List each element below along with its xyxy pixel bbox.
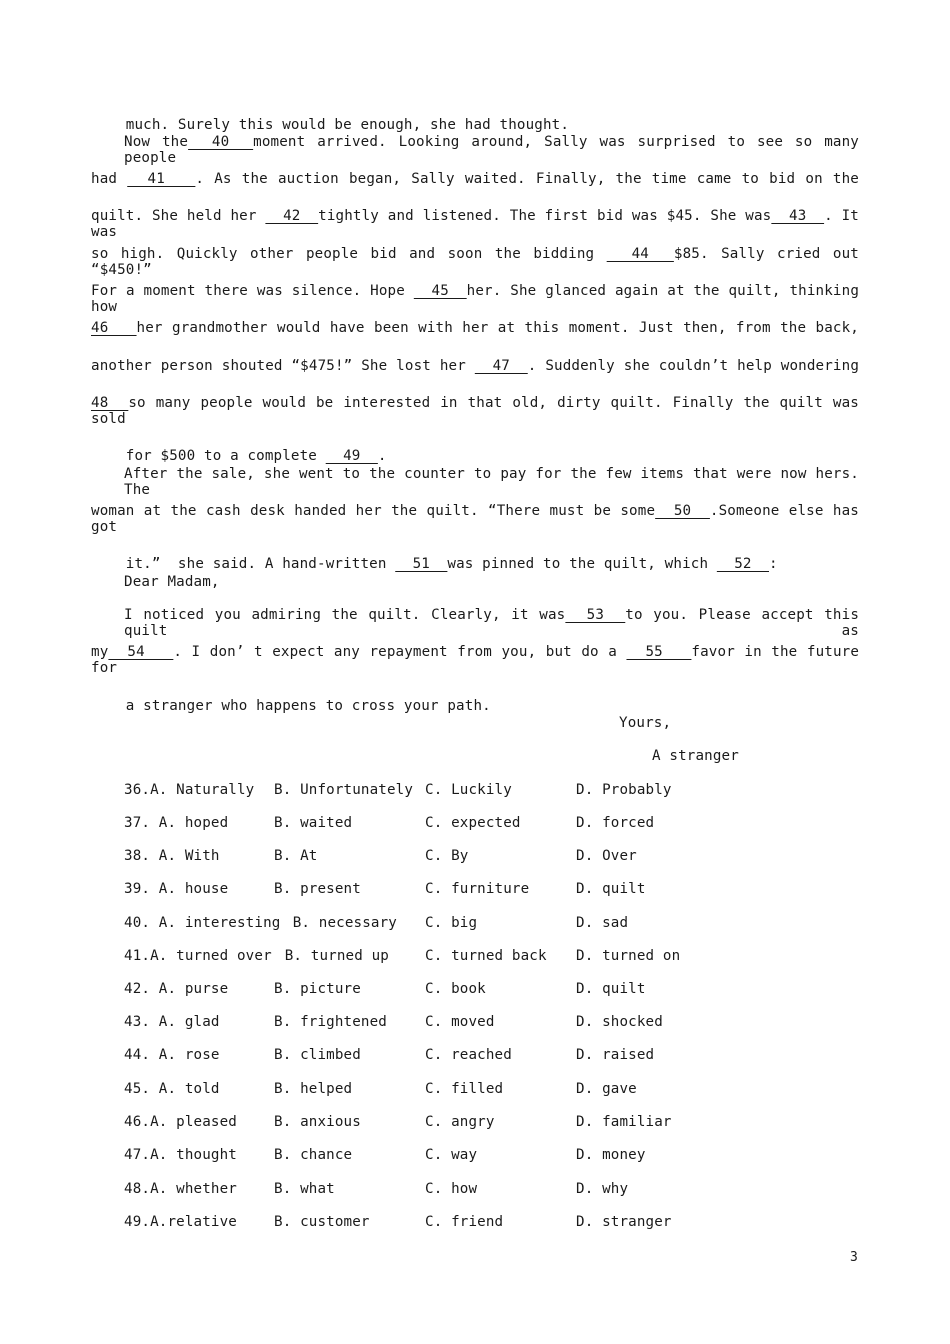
question-row-43 — [124, 1014, 663, 1034]
passage-text: so many people would be interested in that old, dirty quilt. Finally the quilt was sold — [91, 395, 859, 427]
blank-47: 47 — [474, 358, 528, 374]
blank-49: 49 — [325, 448, 378, 464]
passage-text: another person shouted “$475!” She lost her — [91, 358, 475, 374]
option-b: B. helped — [274, 1081, 353, 1097]
option-c: C. angry — [425, 1114, 495, 1130]
passage-line — [91, 644, 859, 676]
passage-line — [91, 246, 859, 278]
passage-text: $85. Sally cried out “$450!” — [91, 246, 859, 278]
option-d: D. shocked — [576, 1014, 663, 1030]
passage-text: . Suddenly she couldn’t help wondering — [527, 358, 860, 374]
passage-text: it.” she said. A hand-written — [125, 556, 396, 572]
option-b: B. present — [274, 881, 361, 897]
blank-45: 45 — [413, 283, 467, 299]
passage-line — [91, 208, 859, 240]
question-number-and-option-a: 37. A. hoped — [124, 815, 229, 831]
question-number-and-option-a: 47.A. thought — [124, 1147, 237, 1163]
option-d: D. quilt — [576, 881, 646, 897]
option-c: C. big — [425, 915, 478, 931]
question-number-and-option-a: 41.A. turned over — [124, 948, 272, 964]
page-number: 3 — [850, 1250, 858, 1265]
option-b: B. climbed — [274, 1047, 361, 1063]
passage-text: . — [377, 448, 387, 464]
passage-text: a stranger who happens to cross your path. — [125, 698, 491, 714]
option-b: B. picture — [274, 981, 361, 997]
blank-44: 44 — [606, 246, 674, 262]
passage-text: For a moment there was silence. Hope — [91, 283, 414, 299]
option-d: D. Over — [576, 848, 637, 864]
question-number-and-option-a: 42. A. purse — [124, 981, 229, 997]
passage-text: was pinned to the quilt, which — [447, 556, 717, 572]
option-d: D. sad — [576, 915, 629, 931]
question-row-41 — [124, 948, 681, 968]
question-number-and-option-a: 39. A. house — [124, 881, 229, 897]
passage-text: moment arrived. Looking around, Sally was surprised to see so many people — [124, 134, 859, 166]
option-d: D. Probably — [576, 782, 672, 798]
option-b: B. what — [274, 1181, 335, 1197]
question-number-and-option-a: 46.A. pleased — [124, 1114, 237, 1130]
question-row-42 — [124, 981, 646, 1001]
option-c: C. furniture — [425, 881, 530, 897]
question-row-38 — [124, 848, 637, 868]
passage-text: After the sale, she went to the counter to pay for the few items that were now hers. The — [124, 466, 859, 498]
passage-text: woman at the cash desk handed her the quilt. “There must be some — [91, 503, 656, 519]
option-b: B. turned up — [276, 948, 389, 964]
option-d: D. gave — [576, 1081, 637, 1097]
blank-54: 54 — [108, 644, 174, 660]
blank-46: 46 — [91, 320, 137, 336]
option-c: C. friend — [425, 1214, 504, 1230]
passage-line — [91, 171, 859, 187]
blank-52: 52 — [716, 556, 769, 572]
question-row-36 — [124, 782, 672, 802]
question-row-48 — [124, 1181, 629, 1201]
passage-text: for $500 to a complete — [125, 448, 326, 464]
passage-text: .Someone else has got — [91, 503, 859, 535]
question-row-45 — [124, 1081, 637, 1101]
question-row-37 — [124, 815, 655, 835]
blank-53: 53 — [565, 607, 626, 623]
option-c: C. book — [425, 981, 486, 997]
passage-text: much. Surely this would be enough, she had thought. — [125, 117, 570, 133]
option-d: D. money — [576, 1147, 646, 1163]
passage-text: her grandmother would have been with her at this moment. Just then, from the back, — [136, 320, 859, 336]
passage-text: quilt. She held her — [91, 208, 266, 224]
question-number-and-option-a: 49.A.relative — [124, 1214, 237, 1230]
question-number-and-option-a: 40. A. interesting — [124, 915, 281, 931]
question-row-46 — [124, 1114, 672, 1134]
question-number-and-option-a: 48.A. whether — [124, 1181, 237, 1197]
passage-text: I noticed you admiring the quilt. Clearly, it was — [124, 607, 566, 623]
letter-salutation: Dear Madam, — [124, 574, 220, 590]
passage-line — [124, 466, 859, 498]
option-c: C. reached — [425, 1047, 512, 1063]
option-d: D. stranger — [576, 1214, 672, 1230]
passage-text: so high. Quickly other people bid and soon the bidding — [91, 246, 607, 262]
option-b: B. customer — [274, 1214, 370, 1230]
question-row-47 — [124, 1147, 646, 1167]
blank-50: 50 — [655, 503, 710, 519]
option-c: C. turned back — [425, 948, 547, 964]
question-number-and-option-a: 44. A. rose — [124, 1047, 220, 1063]
option-d: D. raised — [576, 1047, 655, 1063]
option-c: C. moved — [425, 1014, 495, 1030]
option-b: B. anxious — [274, 1114, 361, 1130]
passage-text: . It was — [91, 208, 859, 240]
passage-text: . I don’ t expect any repayment from you, but do a — [173, 644, 627, 660]
letter-signature: A stranger — [652, 748, 739, 764]
question-row-39 — [124, 881, 646, 901]
option-b: B. necessary — [284, 915, 397, 931]
option-c: C. Luckily — [425, 782, 512, 798]
option-c: C. filled — [425, 1081, 504, 1097]
option-b: B. waited — [274, 815, 353, 831]
blank-55: 55 — [626, 644, 692, 660]
question-number-and-option-a: 43. A. glad — [124, 1014, 220, 1030]
passage-text: favor in the future for — [91, 644, 860, 676]
passage-line — [124, 134, 859, 166]
passage-line — [91, 682, 859, 730]
option-d: D. quilt — [576, 981, 646, 997]
passage-line — [91, 320, 859, 336]
option-b: B. chance — [274, 1147, 353, 1163]
question-number-and-option-a: 45. A. told — [124, 1081, 220, 1097]
option-b: B. At — [274, 848, 318, 864]
option-c: C. By — [425, 848, 469, 864]
blank-51: 51 — [395, 556, 448, 572]
option-d: D. forced — [576, 815, 655, 831]
option-c: C. way — [425, 1147, 478, 1163]
passage-text: . As the auction began, Sally waited. Finally, the time came to bid on the — [195, 171, 859, 187]
passage-line — [91, 283, 859, 315]
question-number-and-option-a: 36.A. Naturally — [124, 782, 255, 798]
blank-41: 41 — [127, 171, 196, 187]
question-row-44 — [124, 1047, 655, 1067]
option-d: D. turned on — [576, 948, 681, 964]
letter-closing: Yours, — [619, 715, 672, 731]
passage-text: her. She glanced again at the quilt, thinking how — [91, 283, 860, 315]
passage-text: tightly and listened. The first bid was $45. She was — [318, 208, 772, 224]
passage-text: to you. Please accept this quilt as — [124, 607, 860, 639]
passage-line — [124, 607, 859, 639]
option-d: D. familiar — [576, 1114, 672, 1130]
blank-42: 42 — [265, 208, 319, 224]
blank-43: 43 — [771, 208, 825, 224]
passage-text: my — [91, 644, 109, 660]
option-b: B. frightened — [274, 1014, 387, 1030]
passage-text: had — [91, 171, 128, 187]
option-d: D. why — [576, 1181, 629, 1197]
question-row-49 — [124, 1214, 672, 1234]
passage-line — [91, 503, 859, 535]
question-row-40 — [124, 915, 629, 935]
option-b: B. Unfortunately — [274, 782, 414, 798]
blank-48: 48 — [91, 395, 129, 411]
option-c: C. how — [425, 1181, 478, 1197]
blank-40: 40 — [188, 134, 254, 150]
option-c: C. expected — [425, 815, 521, 831]
question-number-and-option-a: 38. A. With — [124, 848, 220, 864]
passage-line — [91, 358, 859, 374]
passage-text: : — [769, 556, 778, 572]
passage-text: Now the — [124, 134, 189, 150]
passage-line — [91, 395, 859, 427]
